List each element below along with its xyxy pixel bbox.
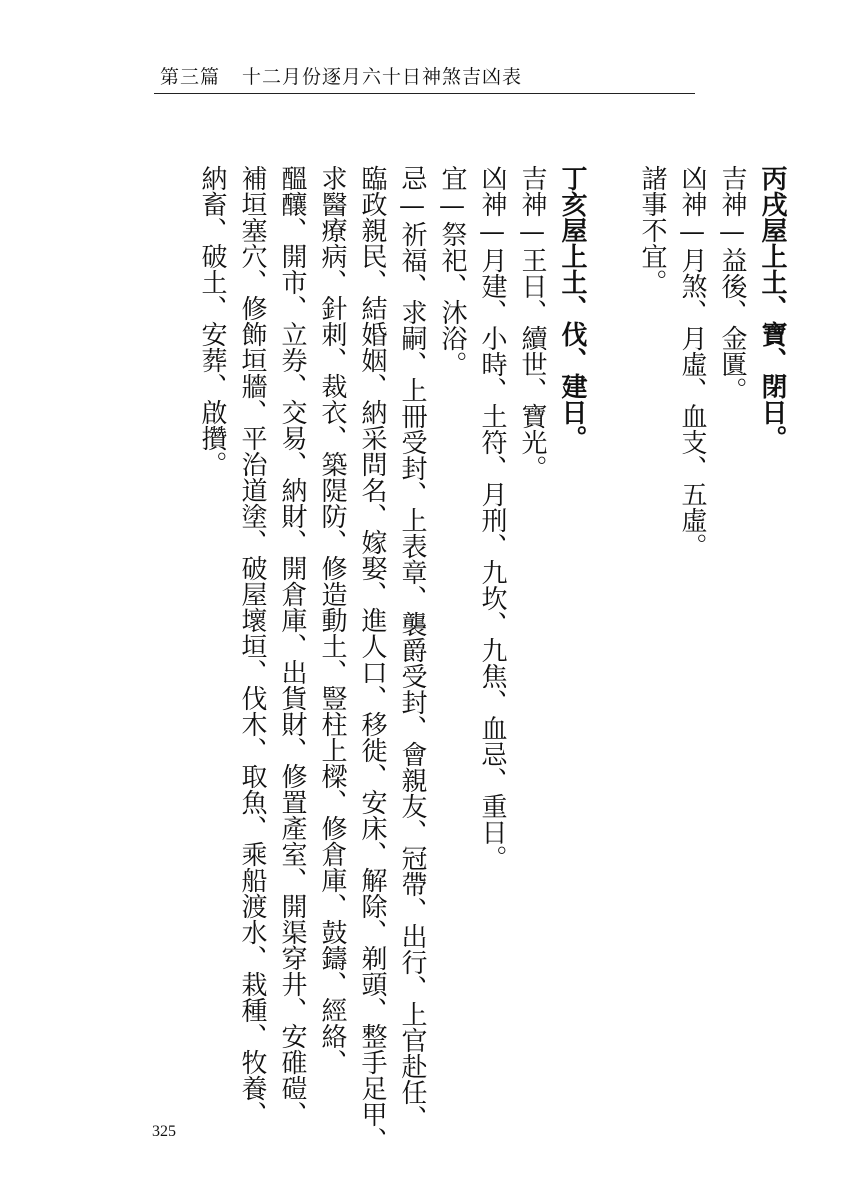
column-text-line: 求醫療病、針刺、裁衣、築隄防、修造動土、豎柱上樑、修倉庫、鼓鑄、經絡、 bbox=[317, 165, 347, 1075]
running-head bbox=[160, 62, 522, 89]
column-text-line: 凶神—月建、小時、土符、月刑、九坎、九焦、血忌、重日。 bbox=[477, 165, 507, 871]
column-text-line: 宜—祭祀、沐浴。 bbox=[437, 165, 467, 377]
column-text-line: 補垣塞穴、修飾垣牆、平治道塗、破屋壞垣、伐木、取魚、乘船渡水、栽種、牧養、 bbox=[237, 165, 267, 1127]
column-text-line: 凶神—月煞、月虛、血支、五虛。 bbox=[677, 165, 707, 559]
column-text-line: 吉神—王日、續世、寶光。 bbox=[517, 165, 547, 481]
column-text-line: 臨政親民、結婚姻、納采問名、嫁娶、進人口、移徙、安床、解除、剃頭、整手足甲、 bbox=[357, 165, 387, 1153]
column-text-line: 忌—祈福、求嗣、上冊受封、上表章、襲爵受封、會親友、冠帶、出行、上官赴任、 bbox=[397, 165, 427, 1131]
column-text-line: 納畜、破土、安葬、啟攢。 bbox=[197, 165, 227, 477]
running-head-title: 十二月份逐月六十日神煞吉凶表 bbox=[242, 66, 523, 88]
column-text-line: 諸事不宜。 bbox=[637, 165, 667, 295]
column-text-line: 醞釀、開市、立券、交易、納財、開倉庫、出貨財、修置產室、開渠穿井、安碓磑、 bbox=[277, 165, 307, 1127]
entry-heading-dinghai: 丁亥屋上土、伐、建日。 bbox=[557, 165, 587, 451]
column-text-line: 吉神—益後、金匱。 bbox=[717, 165, 747, 403]
header-rule bbox=[154, 93, 695, 94]
running-head-part: 第三篇 bbox=[160, 66, 221, 88]
entry-heading-bingxu: 丙戌屋上土、寶、閉日。 bbox=[757, 165, 787, 451]
page-number: 325 bbox=[152, 1123, 176, 1140]
